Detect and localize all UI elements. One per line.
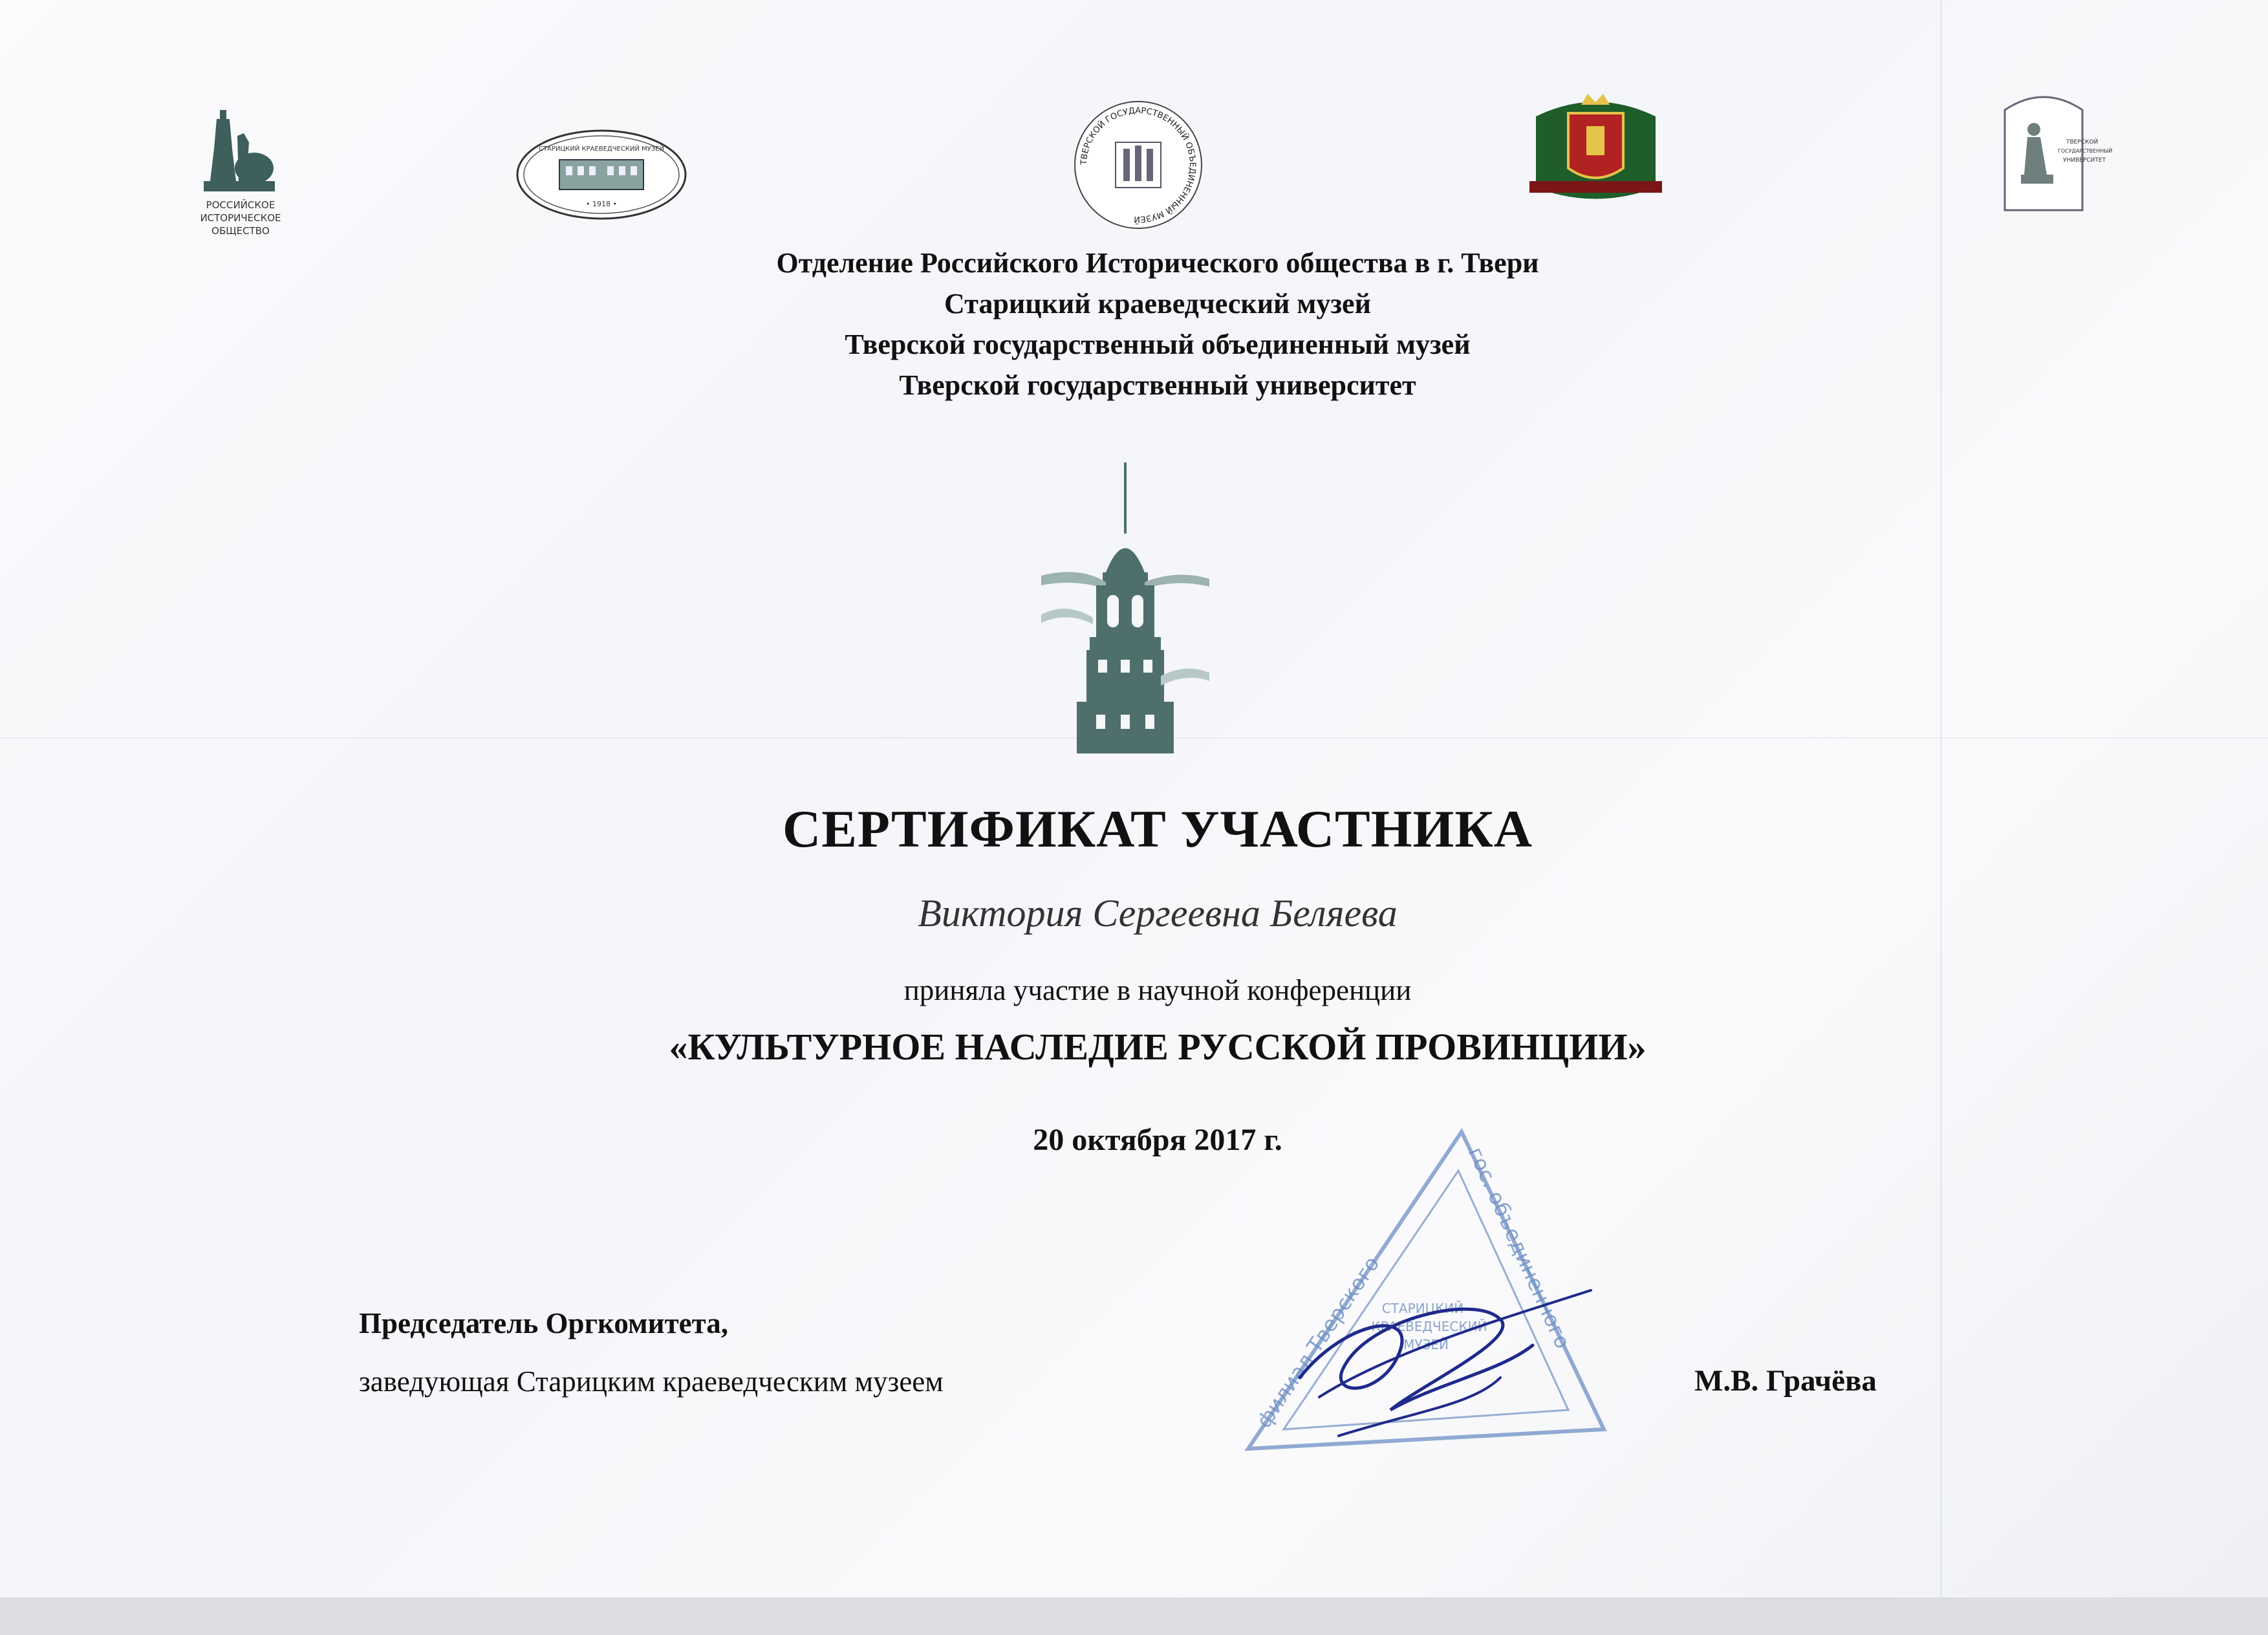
russian-historical-society-logo bbox=[184, 97, 297, 246]
organizations-header bbox=[621, 243, 1694, 406]
header-line: Тверской государственный объединенный музей bbox=[845, 329, 1471, 360]
participation-phrase: приняла участие в научной конференции bbox=[903, 974, 1412, 1006]
conference-title: «КУЛЬТУРНОЕ НАСЛЕДИЕ РУССКОЙ ПРОВИНЦИИ» bbox=[669, 1026, 1647, 1068]
header-line: Отделение Российского Исторического общества в г. Твери bbox=[776, 247, 1539, 279]
svg-text:СТАРИЦКИЙ: СТАРИЦКИЙ bbox=[1381, 1301, 1464, 1316]
svg-text:МУЗЕЙ: МУЗЕЙ bbox=[1403, 1337, 1449, 1352]
svg-text:УНИВЕРСИТЕТ: УНИВЕРСИТЕТ bbox=[2063, 157, 2106, 164]
header-line: Тверской государственный университет bbox=[899, 369, 1416, 401]
tver-state-university-logo bbox=[1998, 84, 2113, 213]
recipient-name: Виктория Сергеевна Беляева bbox=[918, 892, 1398, 935]
coat-of-arms-logo bbox=[1523, 91, 1669, 204]
svg-text:гос. объединенного: гос. объединенного bbox=[1463, 1143, 1575, 1352]
tver-united-museum-logo bbox=[1070, 97, 1206, 233]
scan-bottom-edge bbox=[0, 1597, 2268, 1635]
svg-text:ОБЩЕСТВО: ОБЩЕСТВО bbox=[211, 225, 270, 237]
svg-text:филиал Тверского: филиал Тверского bbox=[1251, 1251, 1385, 1433]
svg-text:ГОСУДАРСТВЕННЫЙ: ГОСУДАРСТВЕННЫЙ bbox=[2058, 148, 2113, 154]
svg-text:ИСТОРИЧЕСКОЕ: ИСТОРИЧЕСКОЕ bbox=[200, 212, 281, 224]
signer-name: М.В. Грачёва bbox=[1694, 1364, 1877, 1398]
header-line: Старицкий краеведческий музей bbox=[944, 288, 1371, 319]
chair-role: заведующая Старицким краеведческим музеем bbox=[359, 1365, 944, 1398]
certificate-title: СЕРТИФИКАТ УЧАСТНИКА bbox=[783, 799, 1533, 858]
staritsa-museum-logo bbox=[514, 126, 689, 223]
conference-date: 20 октября 2017 г. bbox=[1033, 1123, 1282, 1157]
svg-text:ТВЕРСКОЙ: ТВЕРСКОЙ bbox=[2066, 139, 2099, 146]
logo-caption-1: РОССИЙСКОЕ bbox=[206, 199, 275, 211]
paper-crease bbox=[1940, 0, 1942, 1597]
chair-title: Председатель Оргкомитета, bbox=[359, 1307, 729, 1339]
svg-text:ТВЕРСКОЙ ГОСУДАРСТВЕННЫЙ ОБЪЕД: ТВЕРСКОЙ ГОСУДАРСТВЕННЫЙ ОБЪЕДИНЕННЫЙ МУЗЕЙ bbox=[1079, 105, 1198, 224]
svg-text:КРАЕВЕДЧЕСКИЙ: КРАЕВЕДЧЕСКИЙ bbox=[1371, 1319, 1487, 1334]
bell-tower-illustration bbox=[1041, 462, 1209, 753]
svg-text:СТАРИЦКИЙ КРАЕВЕДЧЕСКИЙ МУЗЕЙ: СТАРИЦКИЙ КРАЕВЕДЧЕСКИЙ МУЗЕЙ bbox=[538, 146, 665, 153]
svg-text:• 1918 •: • 1918 • bbox=[586, 200, 617, 208]
official-stamp bbox=[1229, 1125, 1630, 1488]
